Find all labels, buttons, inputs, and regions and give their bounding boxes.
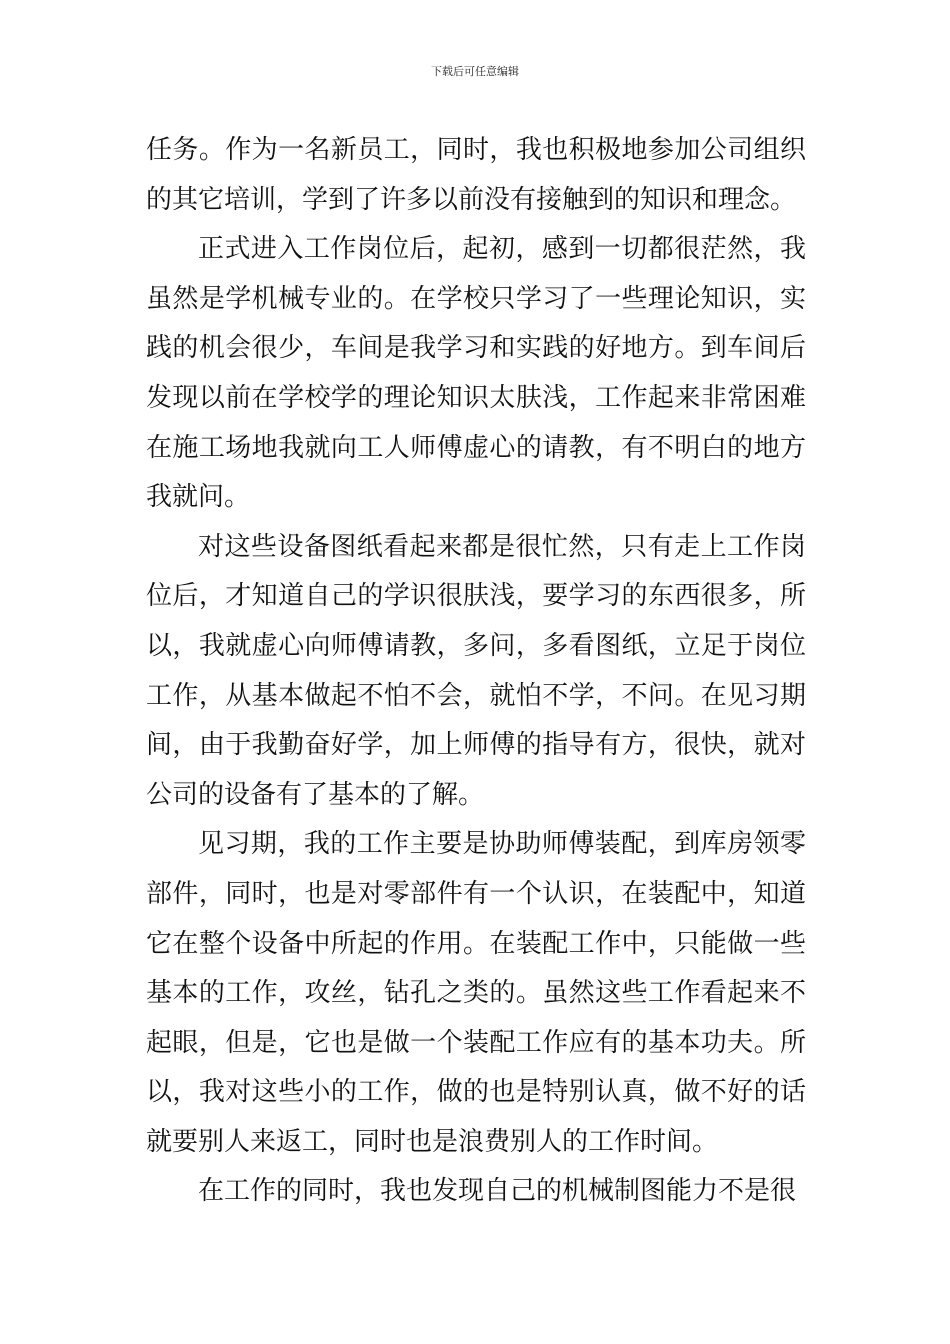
page-header: 下载后可任意编辑: [431, 65, 519, 78]
paragraph: 在工作的同时，我也发现自己的机械制图能力不是很: [198, 1176, 797, 1207]
paragraph: 见习期，我的工作主要是协助师傅装配，到库房领零部件，同时，也是对零部件有一个认识，在装配中，知道它在整个设备中所起的作用。在装配工作中，只能做一些基本的工作，攻丝，钻孔之类的。虽然这些工作看起来不起眼，但是，它也是做一个装配工作应有的基本功夫。所以，我对这些小的工作，做的也是特别认真，做不好的话就要别人来返工，同时也是浪费别人的工作时间。: [146, 829, 806, 1157]
paragraph: 正式进入工作岗位后，起初，感到一切都很茫然，我虽然是学机械专业的。在学校只学习了一些理论知识，实践的机会很少，车间是我学习和实践的好地方。到车间后发现以前在学校学的理论知识太肤浅，工作起来非常困难在施工场地我就向工人师傅虚心的请教，有不明白的地方我就问。: [146, 234, 806, 513]
paragraph: 对这些设备图纸看起来都是很忙然，只有走上工作岗位后，才知道自己的学识很肤浅，要学习的东西很多，所以，我就虚心向师傅请教，多问，多看图纸，立足于岗位工作，从基本做起不怕不会，就怕不学，不问。在见习期间，由于我勤奋好学，加上师傅的指导有方，很快，就对公司的设备有了基本的了解。: [146, 531, 806, 810]
document-body: [146, 126, 806, 1217]
paragraph-continuation: 任务。作为一名新员工，同时，我也积极地参加公司组织的其它培训，学到了许多以前没有接触到的知识和理念。: [146, 135, 806, 215]
